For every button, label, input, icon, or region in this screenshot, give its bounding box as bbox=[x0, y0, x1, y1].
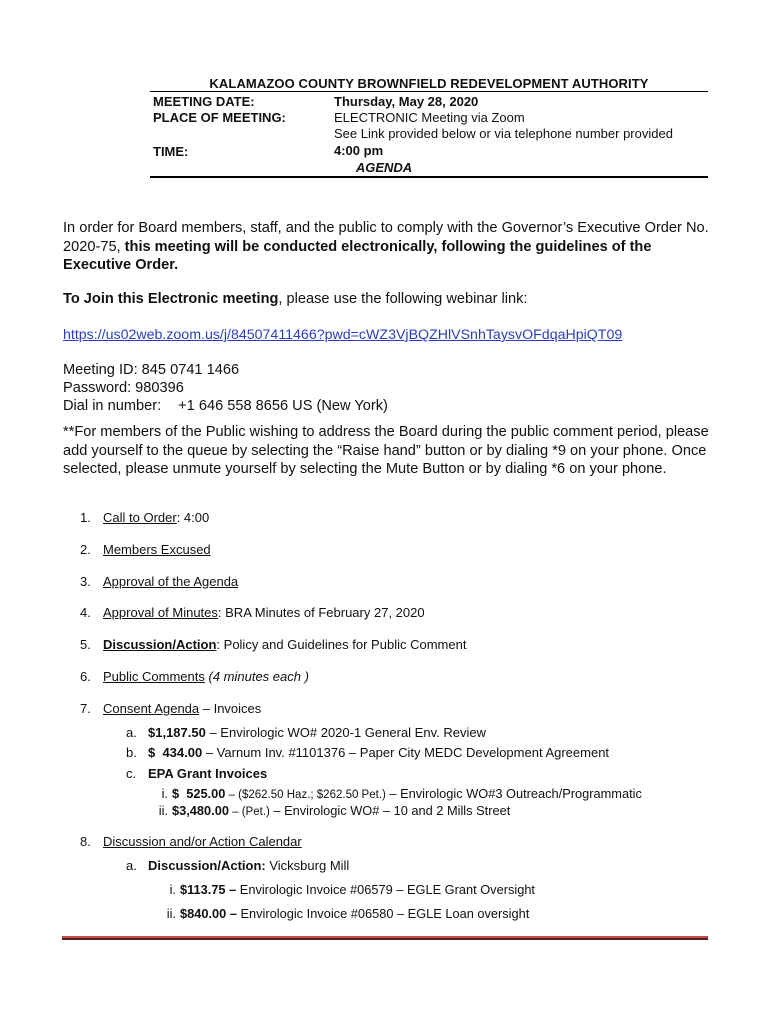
agenda-item-approval-minutes: 4. Approval of Minutes: BRA Minutes of February 27, 2020 bbox=[80, 605, 425, 620]
org-title: KALAMAZOO COUNTY BROWNFIELD REDEVELOPMENT AUTHORITY bbox=[209, 76, 649, 91]
dial-in-number: +1 646 558 8656 US (New York) bbox=[178, 398, 388, 414]
agenda-item-call-to-order: 1. Call to Order: 4:00 bbox=[80, 510, 210, 525]
dial-in-line: Dial in number: +1 646 558 8656 US (New York) bbox=[63, 398, 388, 414]
meeting-id: Meeting ID: 845 0741 1466 bbox=[63, 362, 240, 378]
consent-invoice-b: b. $ 434.00 – Varnum Inv. #1101376 – Paper City MEDC Development Agreement bbox=[126, 745, 610, 760]
agenda-item-members-excused: 2. Members Excused bbox=[80, 542, 211, 557]
calendar-invoice-ii: ii. $840.00 – Envirologic Invoice #06580 – EGLE Loan oversight bbox=[166, 906, 530, 921]
join-instructions: To Join this Electronic meeting, please use the following webinar link: bbox=[63, 291, 528, 307]
agenda-item-consent-agenda: 7. Consent Agenda – Invoices bbox=[80, 701, 262, 716]
zoom-webinar-link[interactable]: https://us02web.zoom.us/j/84507411466?pwd=cWZ3VjBQZHlVSnhTaysvOFdqaHpiQT09 bbox=[63, 327, 623, 343]
calendar-item-a: a. Discussion/Action: Vicksburg Mill bbox=[126, 858, 350, 873]
agenda-item-public-comments: 6. Public Comments (4 minutes each ) bbox=[80, 669, 309, 684]
epa-invoice-i: i. $ 525.00 – ($262.50 Haz.; $262.50 Pet.) – Envirologic WO#3 Outreach/Programmatic bbox=[161, 786, 642, 801]
calendar-invoice-i: i. $113.75 – Envirologic Invoice #06579 – EGLE Grant Oversight bbox=[169, 882, 535, 897]
epa-invoice-ii: ii. $3,480.00 – (Pet.) – Envirologic WO# – 10 and 2 Mills Street bbox=[158, 803, 511, 818]
consent-invoice-c: c. EPA Grant Invoices bbox=[126, 766, 268, 781]
agenda-title: AGENDA bbox=[355, 160, 413, 175]
agenda-item-action-calendar: 8. Discussion and/or Action Calendar bbox=[80, 834, 302, 849]
header-rule-top bbox=[150, 91, 708, 92]
meeting-date-label: MEETING DATE: bbox=[153, 94, 255, 109]
place-value-1: ELECTRONIC Meeting via Zoom bbox=[334, 110, 525, 125]
time-label: TIME: bbox=[153, 144, 189, 159]
intro-paragraph: In order for Board members, staff, and the public to comply with the Governor’s Executive Order No. 2020-75, this meeting will be conducted electronically, following the guidelines of the Executive Order. bbox=[63, 220, 709, 273]
place-label: PLACE OF MEETING: bbox=[153, 110, 286, 125]
consent-invoice-a: a. $1,187.50 – Envirologic WO# 2020-1 General Env. Review bbox=[126, 725, 486, 740]
public-comment-note: **For members of the Public wishing to address the Board during the public comment period, please add yourself to the queue by selecting the “Raise hand” button or by dialing *9 on your phone. Once selected, please unmute yourself by selecting the Mute Button or by dialing *6 on your phone. bbox=[63, 424, 709, 477]
header-rule-bottom bbox=[150, 176, 708, 178]
meeting-password: Password: 980396 bbox=[63, 380, 184, 396]
intro-bold-text: this meeting will be conducted electronically, following the guidelines of the Executive Order. bbox=[63, 238, 652, 273]
place-value-2: See Link provided below or via telephone number provided bbox=[334, 126, 673, 141]
agenda-item-approval-agenda: 3. Approval of the Agenda bbox=[80, 574, 239, 589]
agenda-item-discussion-action: 5. Discussion/Action: Policy and Guidelines for Public Comment bbox=[80, 637, 467, 652]
zoom-link-line bbox=[63, 326, 713, 345]
time-value: 4:00 pm bbox=[334, 143, 384, 158]
footer-rule bbox=[62, 936, 708, 940]
meeting-date-value: Thursday, May 28, 2020 bbox=[334, 94, 479, 109]
